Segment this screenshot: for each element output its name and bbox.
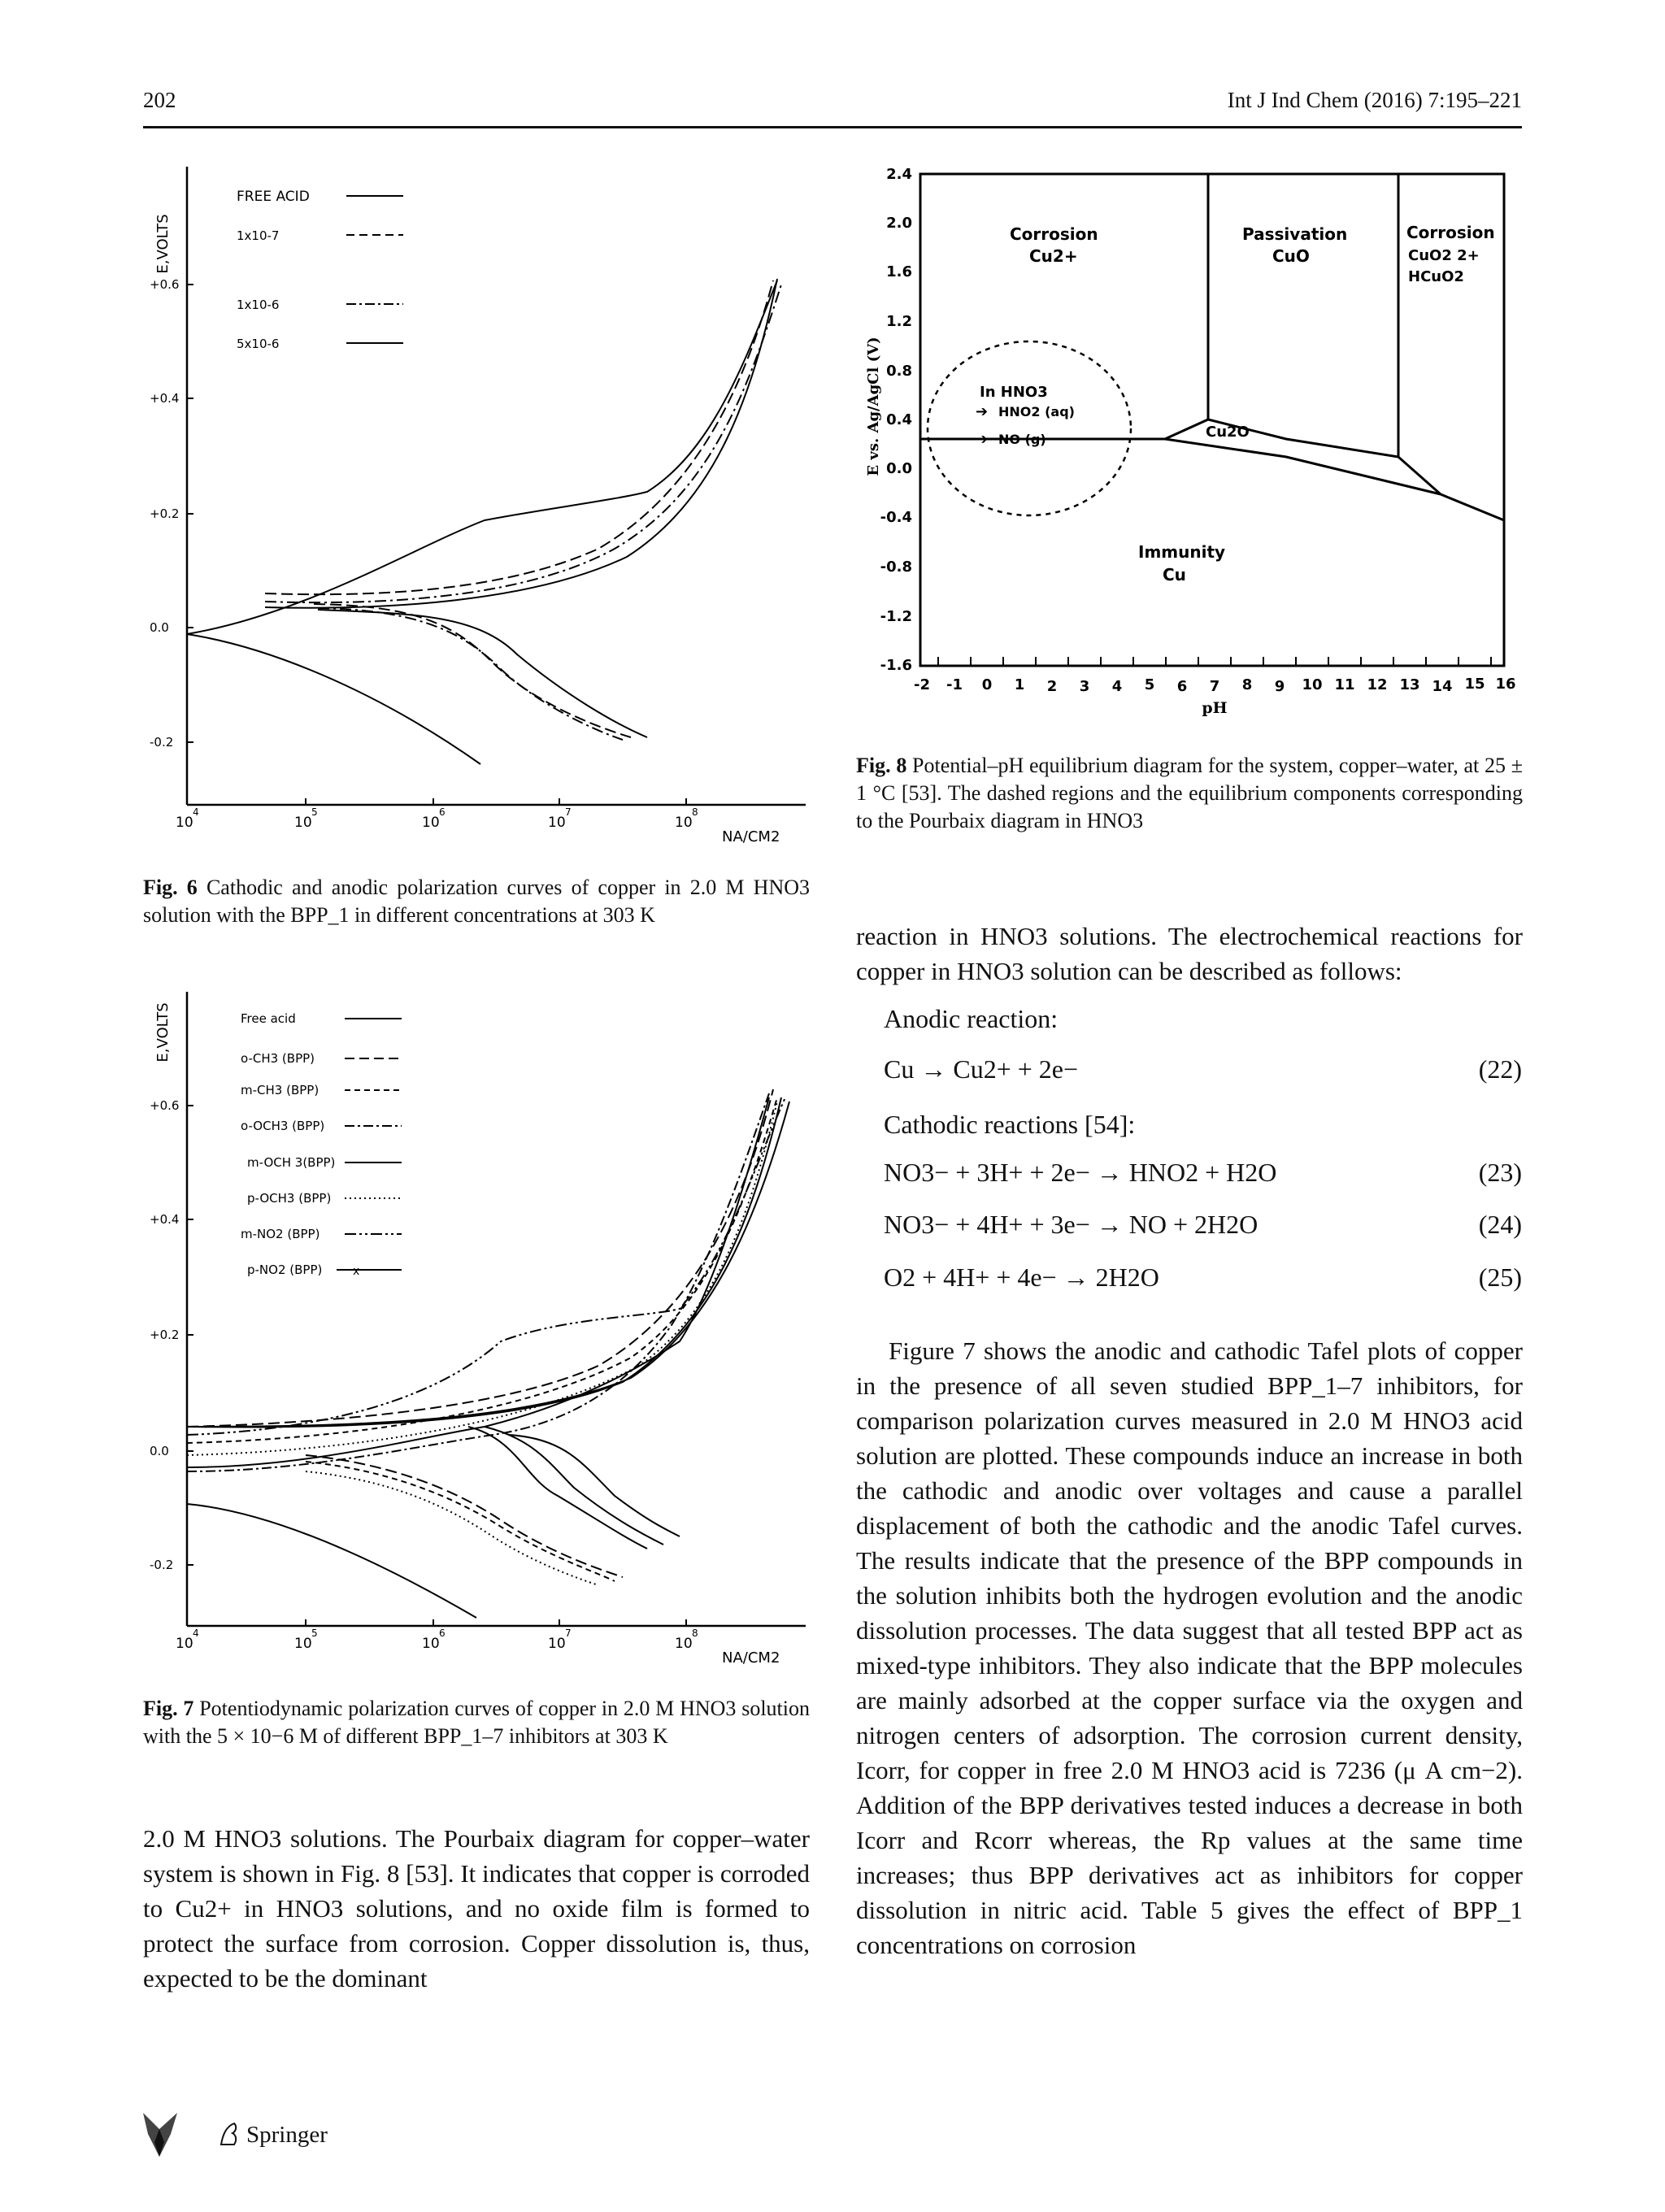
fig6-curves bbox=[187, 279, 781, 764]
fig7-curve-free-acid bbox=[187, 1097, 769, 1467]
fig7-ytick: -0.2 bbox=[150, 1558, 174, 1572]
fig8-caption-text: Potential–pH equilibrium diagram for the system, copper–water, at 25 ± 1 °C [53]. The dashed regions and the equilibrium components corresponding to the Pourbaix diagram in HNO3 bbox=[856, 754, 1523, 832]
fig6-xexp: 7 bbox=[565, 806, 572, 818]
equation-number: (23) bbox=[1478, 1158, 1522, 1187]
fig8-hno3-product-1: HNO2 (aq) bbox=[998, 404, 1075, 419]
cathodic-heading: Cathodic reactions [54]: bbox=[884, 1110, 1136, 1139]
fig6-legend-label: 1x10-7 bbox=[237, 228, 280, 243]
fig8-label-cuo2: CuO2 2+ bbox=[1408, 247, 1480, 264]
fig7-xtick: 10 bbox=[548, 1636, 566, 1652]
equation-number: (25) bbox=[1478, 1262, 1522, 1292]
fig7-legend-label: Free acid bbox=[241, 1011, 296, 1026]
fig6-xtick: 10 bbox=[422, 815, 440, 831]
svg-text:11: 11 bbox=[1334, 676, 1355, 693]
fig8-hno3-product-2: NO (g) bbox=[998, 432, 1046, 447]
fig8-y-label: E vs. Ag/AgCl (V) bbox=[865, 337, 882, 476]
svg-text:-1.2: -1.2 bbox=[880, 608, 912, 625]
equation-number: (22) bbox=[1478, 1054, 1522, 1084]
fig6-curve-1e7 bbox=[265, 280, 773, 594]
fig7-caption-text: Potentiodynamic polarization curves of copper in 2.0 M HNO3 solution with the 5 × 10−6 M of different BPP_1–7 inhibitors at 303 K bbox=[143, 1697, 811, 1748]
fig8-label-cu2o: Cu2O bbox=[1206, 424, 1250, 441]
fig7-xtick: 10 bbox=[176, 1636, 193, 1652]
svg-text:6: 6 bbox=[1176, 678, 1188, 695]
svg-text:8: 8 bbox=[1241, 676, 1253, 693]
fig7-xtick: 10 bbox=[422, 1636, 440, 1652]
fig6-curve-free-acid-cathodic bbox=[187, 634, 480, 764]
svg-text:-1.6: -1.6 bbox=[880, 657, 912, 674]
fig6-ytick: 0.0 bbox=[150, 620, 169, 635]
fig6-legend-label: FREE ACID bbox=[237, 189, 310, 205]
fig6-xexp: 4 bbox=[193, 806, 199, 818]
fig6-xtick: 10 bbox=[675, 815, 693, 831]
fig8-label-immunity: Immunity bbox=[1138, 542, 1226, 562]
springer-logo-icon bbox=[140, 2110, 180, 2160]
svg-text:5: 5 bbox=[1144, 676, 1155, 693]
equation-expr: NO3− + 3H+ + 2e− → HNO2 + H2O bbox=[884, 1158, 1277, 1187]
svg-text:12: 12 bbox=[1367, 676, 1388, 693]
fig6-legend bbox=[237, 189, 403, 351]
svg-text:13: 13 bbox=[1399, 676, 1420, 693]
right-column-paragraph: Figure 7 shows the anodic and cathodic Tafel plots of copper in the presence of all seven studied BPP_1–7 inhibitors, for comparison polarization curves measured in 2.0 M HNO3 acid solution are plotted. These compounds induce an increase in both the cathodic and anodic over voltages and cause a parallel displacement of both the cathodic and the anodic Tafel curves. The results indicate that the presence of the BPP compounds in the solution inhibits both the hydrogen evolution and the anodic dissolution processes. The data suggest that all tested BPP act as mixed-type inhibitors. They also indicate that the BPP molecules are mainly adsorbed at the copper surface via the oxygen and nitrogen centers of adsorption. The corrosion current density, Icorr, for copper in free 2.0 M HNO3 acid is 7236 (μ A cm−2). Addition of the BPP derivatives tested induces a decrease in both Icorr and Rcorr whereas, the Rp values at the same time increases; thus BPP derivatives act as inhibitors for copper dissolution in nitric acid. Table 5 gives the effect of BPP_1 concentrations on corrosion bbox=[856, 1336, 1523, 1959]
fig8-label-cu2plus: Cu2+ bbox=[1029, 246, 1078, 266]
fig6-chart bbox=[143, 159, 818, 850]
fig7-xexp: 4 bbox=[193, 1627, 199, 1639]
fig8-arrow-icon: ➔ bbox=[976, 403, 989, 420]
fig7-xtick: 10 bbox=[675, 1636, 693, 1652]
fig8-x-tick-marks bbox=[938, 657, 1491, 666]
fig8-label-passivation: Passivation bbox=[1242, 224, 1348, 244]
fig6-y-label: E,VOLTS bbox=[154, 214, 172, 274]
fig7-legend-label: m-OCH 3(BPP) bbox=[247, 1155, 336, 1170]
fig6-legend-label: 1x10-6 bbox=[237, 298, 280, 312]
fig6-x-label: NA/CM2 bbox=[722, 828, 780, 845]
svg-text:9: 9 bbox=[1274, 678, 1285, 695]
fig7-xtick: 10 bbox=[294, 1636, 312, 1652]
fig7-xexp: 8 bbox=[692, 1627, 698, 1639]
fig6-ytick: -0.2 bbox=[150, 735, 174, 750]
right-column-intro: reaction in HNO3 solutions. The electrochemical reactions for copper in HNO3 solution can be described as follows: bbox=[856, 922, 1523, 985]
fig7-curve-o-ch3 bbox=[187, 1089, 773, 1427]
fig8-label-cu: Cu bbox=[1163, 565, 1186, 585]
fig7-ytick: 0.0 bbox=[150, 1444, 169, 1458]
page-number: 202 bbox=[143, 88, 176, 112]
svg-text:0.8: 0.8 bbox=[886, 363, 912, 380]
equation-25 bbox=[884, 1259, 1522, 1295]
journal-reference: Int J Ind Chem (2016) 7:195–221 bbox=[1227, 88, 1522, 112]
fig6-ytick: +0.4 bbox=[150, 391, 180, 406]
fig6-xexp: 6 bbox=[439, 806, 446, 818]
fig8-label-corrosion-left: Corrosion bbox=[1010, 224, 1098, 244]
springer-horse-icon bbox=[218, 2120, 242, 2148]
fig7-cathodic-c bbox=[306, 1471, 598, 1585]
fig6-xtick: 10 bbox=[294, 815, 312, 831]
fig6-caption-text: Cathodic and anodic polarization curves of copper in 2.0 M HNO3 solution with the BPP_1 in different concentrations at 303 K bbox=[143, 876, 811, 927]
svg-text:0.0: 0.0 bbox=[886, 460, 912, 477]
fig8-label-hcuo2: HCuO2 bbox=[1408, 268, 1464, 285]
fig7-ytick: +0.6 bbox=[150, 1098, 180, 1113]
fig7-caption bbox=[143, 1695, 810, 1750]
fig7-curve-free-acid-cathodic bbox=[187, 1504, 476, 1618]
svg-text:-2: -2 bbox=[914, 676, 930, 693]
fig7-legend-label: m-CH3 (BPP) bbox=[241, 1083, 320, 1097]
fig7-x-label: NA/CM2 bbox=[722, 1649, 780, 1667]
fig7-xexp: 5 bbox=[311, 1627, 318, 1639]
fig7-cathodic-e bbox=[468, 1427, 647, 1549]
fig6-cathodic-5e6 bbox=[318, 610, 647, 737]
fig7-xexp: 7 bbox=[565, 1627, 572, 1639]
fig7-cathodic-b bbox=[306, 1462, 615, 1581]
equation-23 bbox=[884, 1154, 1522, 1190]
svg-text:-1: -1 bbox=[946, 676, 963, 693]
equation-number: (24) bbox=[1478, 1210, 1522, 1239]
left-column-paragraph: 2.0 M HNO3 solutions. The Pourbaix diagram for copper–water system is shown in Fig. 8 [53]. It indicates that copper is corroded to Cu2+ in HNO3 solutions, and no oxide film is formed to protect the surface from corrosion. Copper dissolution is, thus, expected to be the dominant bbox=[143, 1824, 810, 1993]
fig8-hno3-region bbox=[928, 341, 1131, 515]
fig7-caption-label: Fig. 7 bbox=[143, 1697, 194, 1720]
fig6-caption bbox=[143, 874, 810, 929]
fig8-y-ticks bbox=[880, 166, 912, 674]
svg-text:10: 10 bbox=[1302, 676, 1323, 693]
fig8-hno3-title: In HNO3 bbox=[980, 384, 1048, 401]
fig8-label-cuo: CuO bbox=[1272, 246, 1310, 266]
fig7-legend-label: p-OCH3 (BPP) bbox=[247, 1191, 332, 1206]
fig7-ytick: +0.2 bbox=[150, 1328, 180, 1342]
fig7-legend-label: m-NO2 (BPP) bbox=[241, 1227, 320, 1241]
fig6-curve-free-acid bbox=[187, 280, 777, 634]
equation-24 bbox=[884, 1206, 1522, 1242]
svg-text:4: 4 bbox=[1111, 678, 1123, 695]
fig7-ytick: +0.4 bbox=[150, 1212, 180, 1227]
svg-text:2.0: 2.0 bbox=[886, 215, 912, 232]
fig6-xtick: 10 bbox=[176, 815, 193, 831]
svg-text:1: 1 bbox=[1014, 676, 1025, 693]
fig8-label-corrosion-right: Corrosion bbox=[1406, 223, 1495, 242]
fig8-x-label: pH bbox=[1202, 699, 1228, 717]
header-rule bbox=[143, 126, 1522, 128]
svg-text:7: 7 bbox=[1209, 678, 1220, 695]
svg-text:1.6: 1.6 bbox=[886, 263, 912, 280]
svg-text:3: 3 bbox=[1079, 678, 1090, 695]
fig6-cathodic-1e7 bbox=[314, 604, 631, 737]
fig6-caption-label: Fig. 6 bbox=[143, 876, 198, 899]
fig8-caption bbox=[856, 752, 1523, 835]
svg-text:0.4: 0.4 bbox=[886, 411, 912, 428]
fig6-xtick: 10 bbox=[548, 815, 566, 831]
equation-expr: Cu → Cu2+ + 2e− bbox=[884, 1054, 1079, 1084]
anodic-heading: Anodic reaction: bbox=[884, 1004, 1059, 1033]
svg-text:-0.4: -0.4 bbox=[880, 509, 912, 526]
fig6-xexp: 5 bbox=[311, 806, 318, 818]
equation-expr: NO3− + 4H+ + 3e− → NO + 2H2O bbox=[884, 1210, 1259, 1239]
fig6-ytick: +0.2 bbox=[150, 506, 180, 521]
fig6-curve-5e6 bbox=[265, 279, 777, 608]
fig8-caption-label: Fig. 8 bbox=[856, 754, 907, 777]
fig8-arrow-icon: ➔ bbox=[976, 431, 989, 448]
fig6-cathodic-1e6 bbox=[318, 608, 623, 740]
fig8-chart bbox=[862, 163, 1528, 732]
svg-text:16: 16 bbox=[1495, 676, 1516, 693]
fig7-legend bbox=[241, 1011, 402, 1278]
fig6-xexp: 8 bbox=[692, 806, 698, 818]
fig7-legend-label: o-CH3 (BPP) bbox=[241, 1051, 315, 1066]
equation-22 bbox=[884, 1051, 1522, 1087]
svg-text:2: 2 bbox=[1046, 678, 1058, 695]
svg-text:2.4: 2.4 bbox=[886, 166, 912, 183]
fig7-legend-label: p-NO2 (BPP) bbox=[247, 1262, 323, 1277]
fig6-curve-1e6 bbox=[265, 285, 781, 602]
svg-text:0: 0 bbox=[981, 676, 993, 693]
fig7-chart bbox=[143, 984, 818, 1675]
fig7-xexp: 6 bbox=[439, 1627, 446, 1639]
svg-text:x: x bbox=[353, 1265, 360, 1278]
fig6-legend-label: 5x10-6 bbox=[237, 337, 280, 351]
fig8-x-ticks bbox=[914, 676, 1516, 717]
svg-text:-0.8: -0.8 bbox=[880, 558, 912, 576]
svg-text:14: 14 bbox=[1432, 678, 1453, 695]
fig7-legend-label: o-OCH3 (BPP) bbox=[241, 1119, 325, 1133]
publisher-name: Springer bbox=[246, 2122, 328, 2148]
equation-expr: O2 + 4H+ + 4e− → 2H2O bbox=[884, 1262, 1159, 1292]
svg-text:15: 15 bbox=[1464, 676, 1485, 693]
fig7-cathodic-a bbox=[306, 1455, 623, 1577]
fig6-ytick: +0.6 bbox=[150, 277, 180, 292]
fig7-y-label: E,VOLTS bbox=[154, 1002, 172, 1063]
svg-text:1.2: 1.2 bbox=[886, 313, 912, 330]
